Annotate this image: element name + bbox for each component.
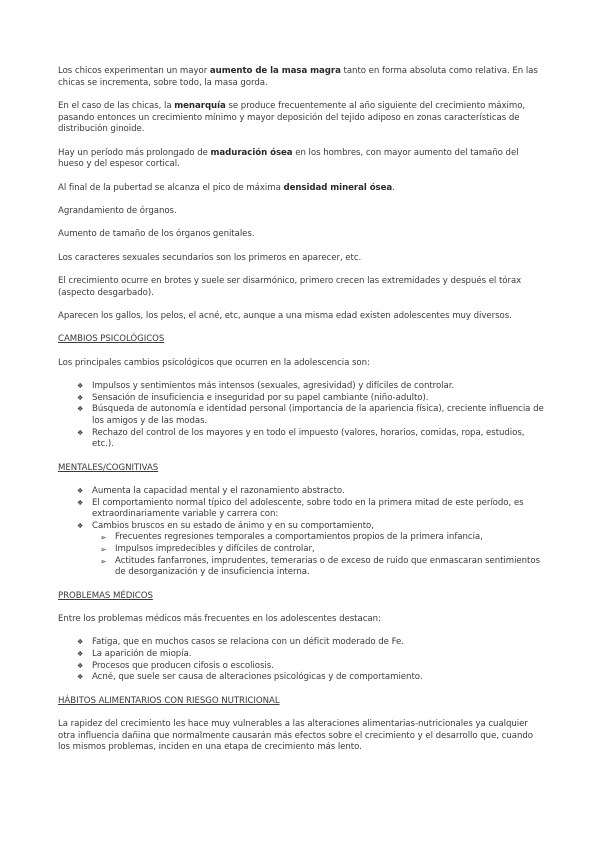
paragraph-organos: Agrandamiento de órganos. — [58, 205, 177, 216]
paragraph-densidad-mineral: Al final de la pubertad se alcanza el pico de máxima densidad mineral ósea. — [58, 182, 395, 193]
paragraph-gallos: Aparecen los gallos, los pelos, el acné, etc, aunque a una misma edad existen adolescentes muy diversos. — [58, 311, 512, 322]
list-item: ❖ Acné, que suele ser causa de alteraciones psicológicas y de comportamiento. — [92, 672, 544, 684]
medicos-list — [58, 637, 544, 683]
paragraph-genitales: Aumento de tamaño de los órganos genitales. — [58, 229, 255, 240]
paragraph-menarquia: En el caso de las chicas, la menarquía se produce frecuentemente al año siguiente del crecimiento máximo, pasando entonces un crecimiento mínimo y mayor deposición del tejido adiposo en zonas características de distribución ginoide. — [58, 100, 526, 135]
bold-term: maduración ósea — [210, 147, 293, 158]
list-item: ❖ Procesos que producen cifosis o escoliosis. — [92, 661, 544, 673]
list-item: ❖ Sensación de insuficiencia e inseguridad por su papel cambiante (niño-adulto). — [92, 393, 544, 405]
bold-term: densidad mineral ósea — [283, 182, 393, 193]
heading-mentales-cognitivas: MENTALES/COGNITIVAS — [58, 462, 159, 473]
sub-list-item: ➢ Frecuentes regresiones temporales a comportamientos propios de la primera infancia, — [115, 532, 544, 544]
paragraph-caracteres: Los caracteres sexuales secundarios son los primeros en aparecer, etc. — [58, 252, 362, 263]
bold-term: aumento de la masa magra — [209, 66, 341, 76]
sub-list-item: ➢ Impulsos impredecibles y difíciles de controlar, — [115, 544, 544, 556]
list-item: ❖ Aumenta la capacidad mental y el razonamiento abstracto. — [92, 486, 544, 498]
psico-list — [58, 381, 544, 451]
psico-intro: Los principales cambios psicológicos que ocurren en la adolescencia son: — [58, 357, 370, 368]
mental-sublist — [92, 532, 544, 578]
list-item: ❖ La aparición de miopía. — [92, 649, 544, 661]
bold-term: menarquía — [174, 100, 226, 111]
habitos-text: La rapidez del crecimiento les hace muy vulnerables a las alteraciones alimentarias-nutricionales ya cualquier otra influencia dañina que normalmente causarán más efectos sobre el crecimiento y el desarrollo que, cuando los mismos problemas, inciden en una etapa de crecimiento más lento. — [58, 718, 533, 753]
heading-cambios-psicologicos: CAMBIOS PSICOLÓGICOS — [58, 334, 165, 345]
list-item: ❖ Búsqueda de autonomía e identidad personal (importancia de la apariencia física), creciente influencia de los amigos y de las modas. — [92, 404, 544, 427]
paragraph-masa-magra: Los chicos experimentan un mayor aumento de la masa magra tanto en forma absoluta como relativa. En las chicas se incrementa, sobre todo, la masa gorda. — [58, 66, 538, 88]
list-item: ❖ Fatiga, que en muchos casos se relaciona con un déficit moderado de Fe. — [92, 637, 544, 649]
mental-list — [58, 486, 544, 579]
medicos-intro: Entre los problemas médicos más frecuentes en los adolescentes destacan: — [58, 613, 381, 624]
sub-list-item: ➢ Actitudes fanfarrones, imprudentes, temerarias o de exceso de ruido que enmascaran sentimientos de desorganización y de insuficiencia interna. — [115, 556, 544, 579]
list-item: ❖ Rechazo del control de los mayores y en todo el impuesto (valores, horarios, comidas, ropa, estudios, etc.). — [92, 428, 544, 451]
list-item: ❖ Cambios bruscos en su estado de ánimo y en su comportamiento, ➢ Frecuentes regresiones temporales a comportamientos propios de la primera infancia, ➢ Impulsos impredecibles y difíciles de controlar, ➢ Actitudes fanfarrones, imprudentes, temerarias o de exceso de ruido que enmascaran sentimientos de desorganización y de insuficiencia interna. — [92, 521, 544, 579]
list-item: ❖ El comportamiento normal típico del adolescente, sobre todo en la primera mitad de este período, es extraordinariamente variable y carrera con: — [92, 498, 544, 521]
paragraph-maduracion-osea: Hay un período más prolongado de maduración ósea en los hombres, con mayor aumento del tamaño del hueso y del espesor cortical. — [58, 147, 519, 170]
list-item: ❖ Impulsos y sentimientos más intensos (sexuales, agresividad) y difíciles de controlar. — [92, 381, 544, 393]
paragraph-crecimiento: El crecimiento ocurre en brotes y suele ser disarmónico, primero crecen las extremidades y después el tórax (aspecto desgarbado). — [58, 276, 522, 298]
heading-habitos-alimentarios: HÁBITOS ALIMENTARIOS CON RIESGO NUTRICIONAL — [58, 695, 280, 706]
heading-problemas-medicos: PROBLEMAS MÉDICOS — [58, 590, 153, 601]
